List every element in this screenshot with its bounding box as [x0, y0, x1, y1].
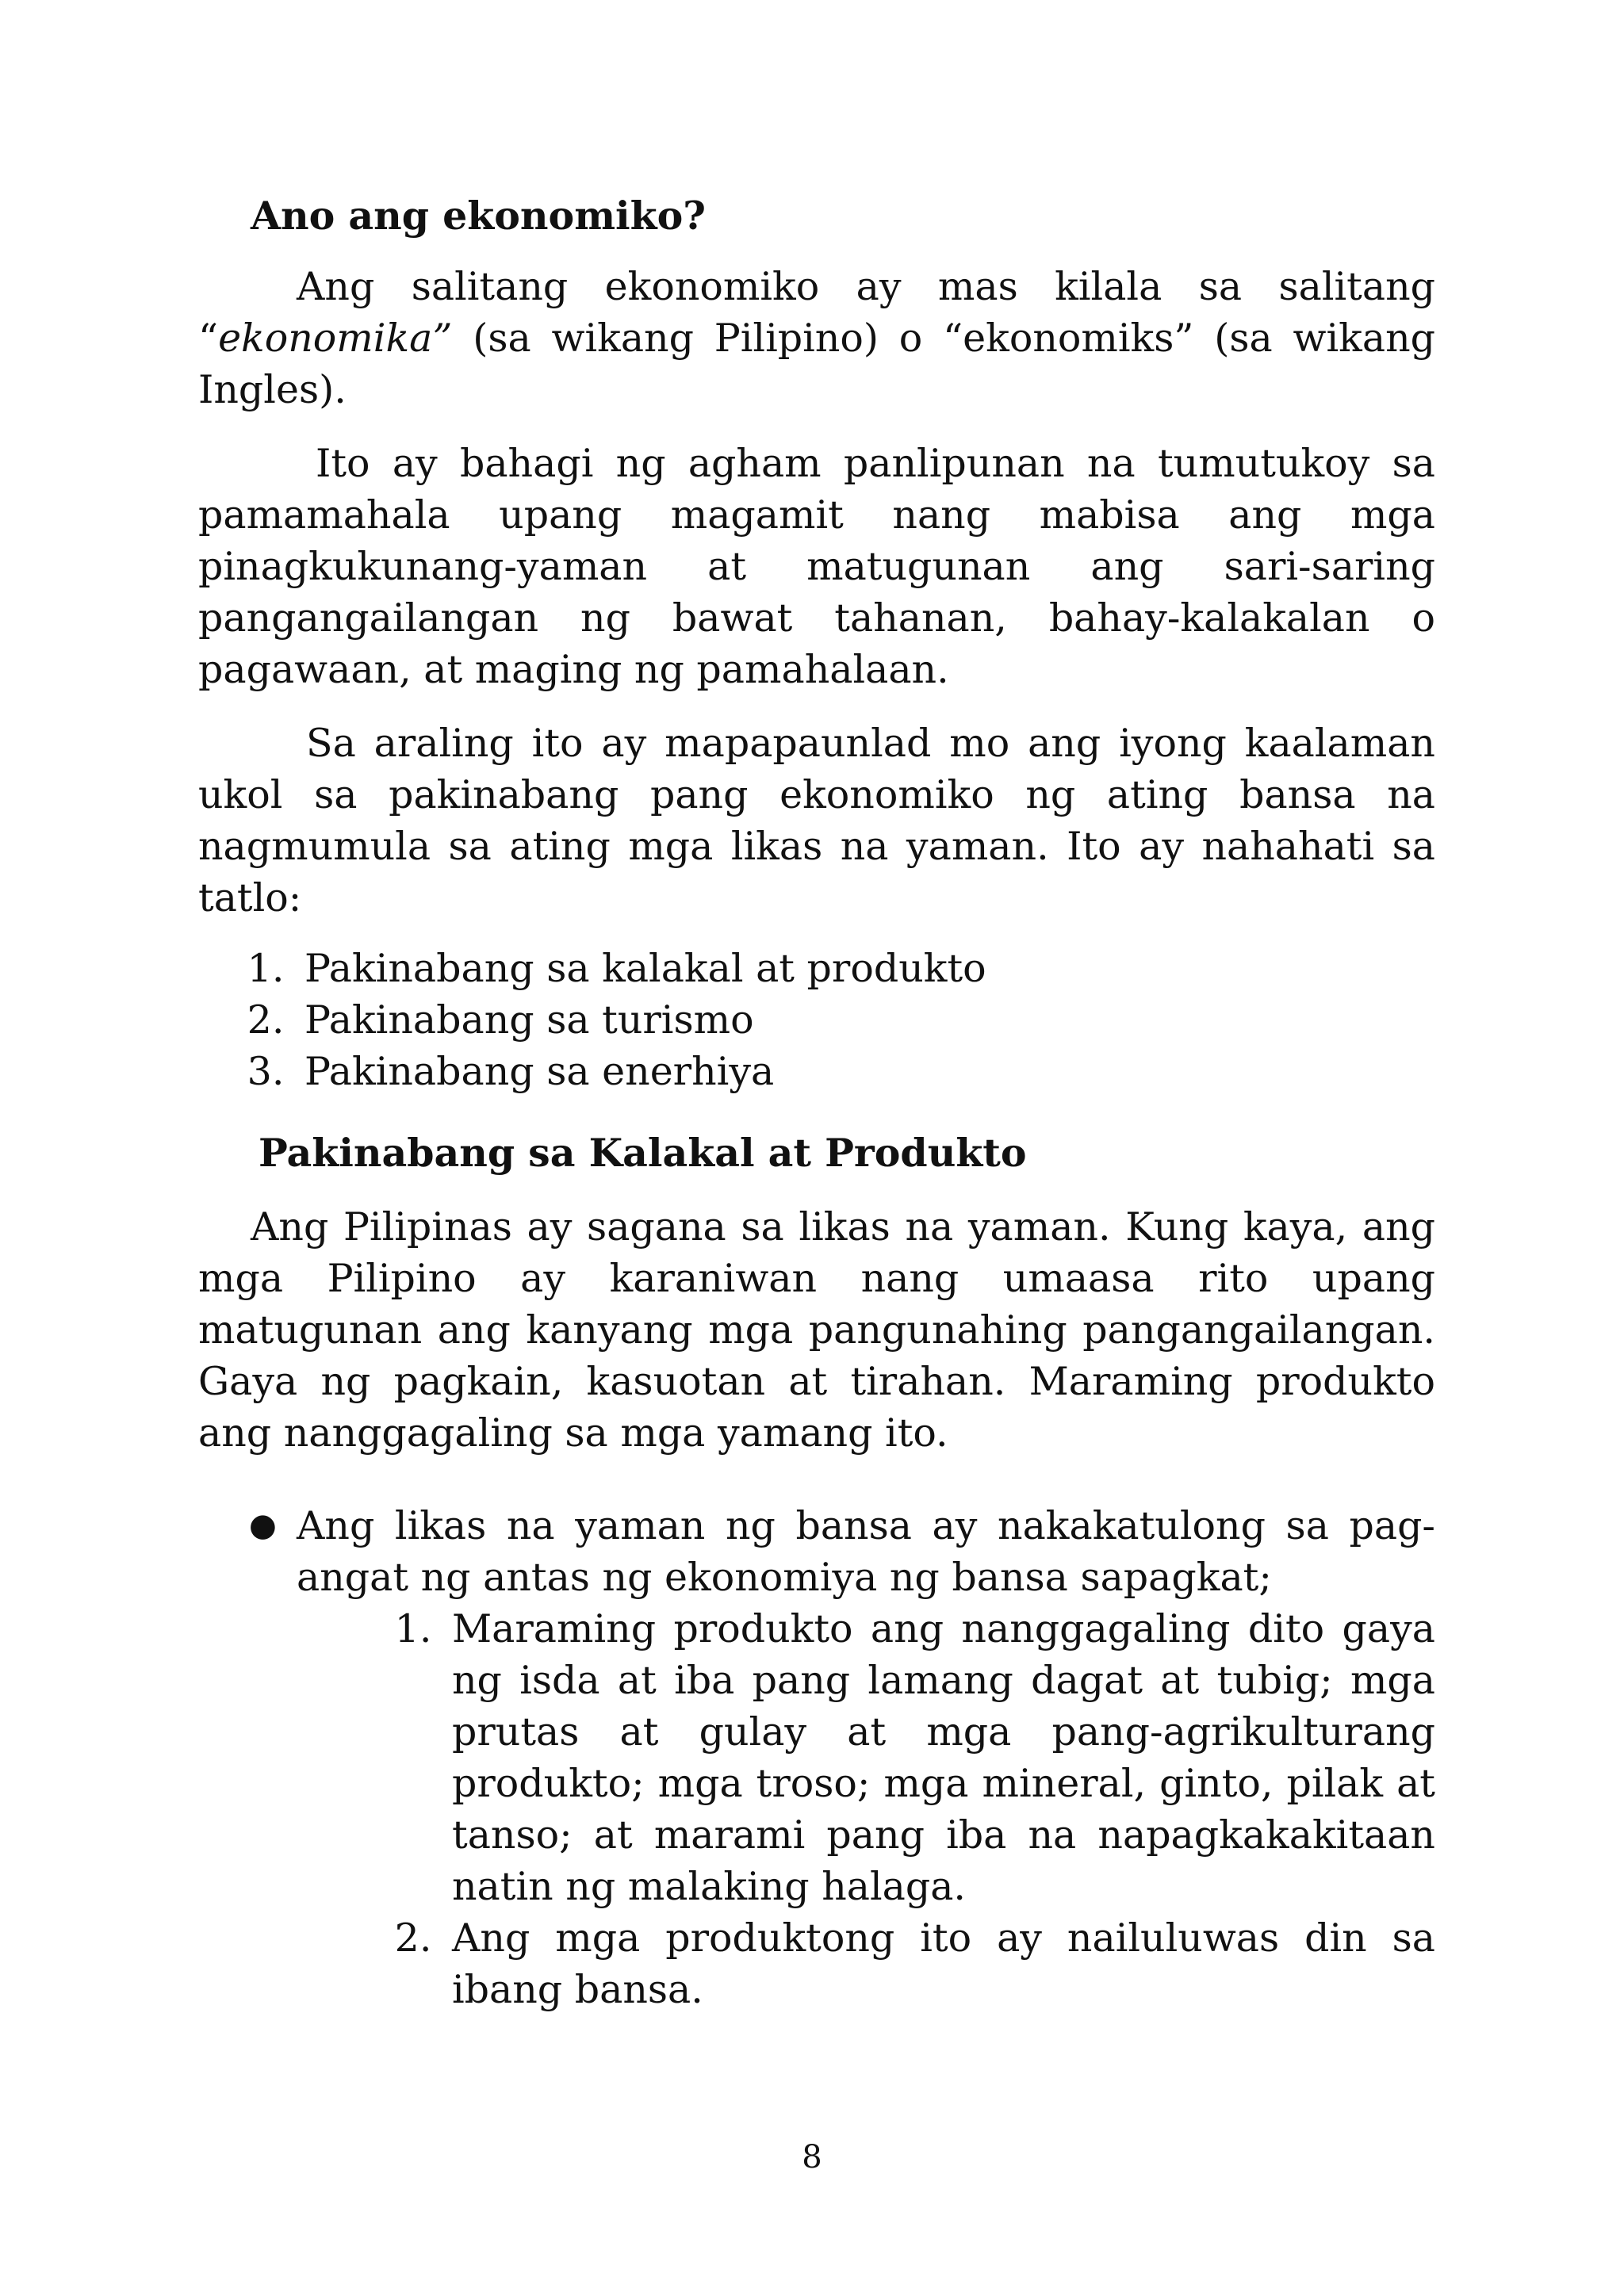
list-item: 2. Ang mga produktong ito ay nailuluwas din sa ibang bansa.	[444, 1912, 1435, 2015]
document-body	[198, 190, 1435, 2015]
page-number: 8	[802, 2139, 822, 2175]
list-item: 1. Maraming produkto ang nanggagaling dito gaya ng isda at iba pang lamang dagat at tubig; mga prutas at gulay at mga pang-agrikulturang produkto; mga troso; mga mineral, ginto, pilak at tanso; at marami pang iba na napagkakakitaan natin ng malaking halaga.	[444, 1603, 1435, 1912]
italic-term-ekonomika: ekonomika”	[218, 316, 453, 361]
paragraph-explanation: Ito ay bahagi ng agham panlipunan na tumutukoy sa pamamahala upang magamit nang mabisa ang mga pinagkukunang-yaman at matugunan ang sari-saring pangangailangan ng bawat tahanan, bahay-kalakalan o pagawaan, at maging ng pamahalaan.	[198, 441, 1435, 692]
benefits-list	[198, 943, 1435, 1097]
paragraph-definition	[198, 261, 1435, 415]
bullet-text: Ang likas na yaman ng bansa ay nakakatulong sa pag-angat ng antas ng ekonomiya ng bansa sapagkat;	[297, 1503, 1435, 1600]
paragraph-definition-end: (sa wikang Pilipino) o “ekonomiks” (sa wikang Ingles).	[198, 316, 1435, 412]
list-item: 3. Pakinabang sa enerhiya	[297, 1046, 1435, 1097]
bullet-icon: ●	[249, 1507, 277, 1544]
paragraph-definition-start: Ang salitang ekonomiko ay mas kilala sa salitang “	[198, 264, 1435, 361]
list-item: 2. Pakinabang sa turismo	[297, 994, 1435, 1046]
paragraph-natural-resources: Ang Pilipinas ay sagana sa likas na yaman. Kung kaya, ang mga Pilipino ay karaniwan nang umaasa rito upang matugunan ang kanyang mga pangunahing pangangailangan. Gaya ng pagkain, kasuotan at tirahan. Maraming produkto ang nanggagaling sa mga yamang ito.	[198, 1204, 1435, 1456]
section-heading-kalakal: Pakinabang sa Kalakal at Produkto	[259, 1130, 1027, 1176]
section-heading-ekonomiko: Ano ang ekonomiko?	[251, 193, 707, 239]
reasons-list	[297, 1603, 1435, 2015]
list-item: 1. Pakinabang sa kalakal at produkto	[297, 943, 1435, 994]
paragraph-lesson-intro: Sa araling ito ay mapapaunlad mo ang iyong kaalaman ukol sa pakinabang pang ekonomiko ng ating bansa na nagmumula sa ating mga likas na yaman. Ito ay nahahati sa tatlo:	[198, 721, 1435, 920]
bullet-item	[249, 1500, 1435, 2015]
bullet-list	[198, 1500, 1435, 2015]
